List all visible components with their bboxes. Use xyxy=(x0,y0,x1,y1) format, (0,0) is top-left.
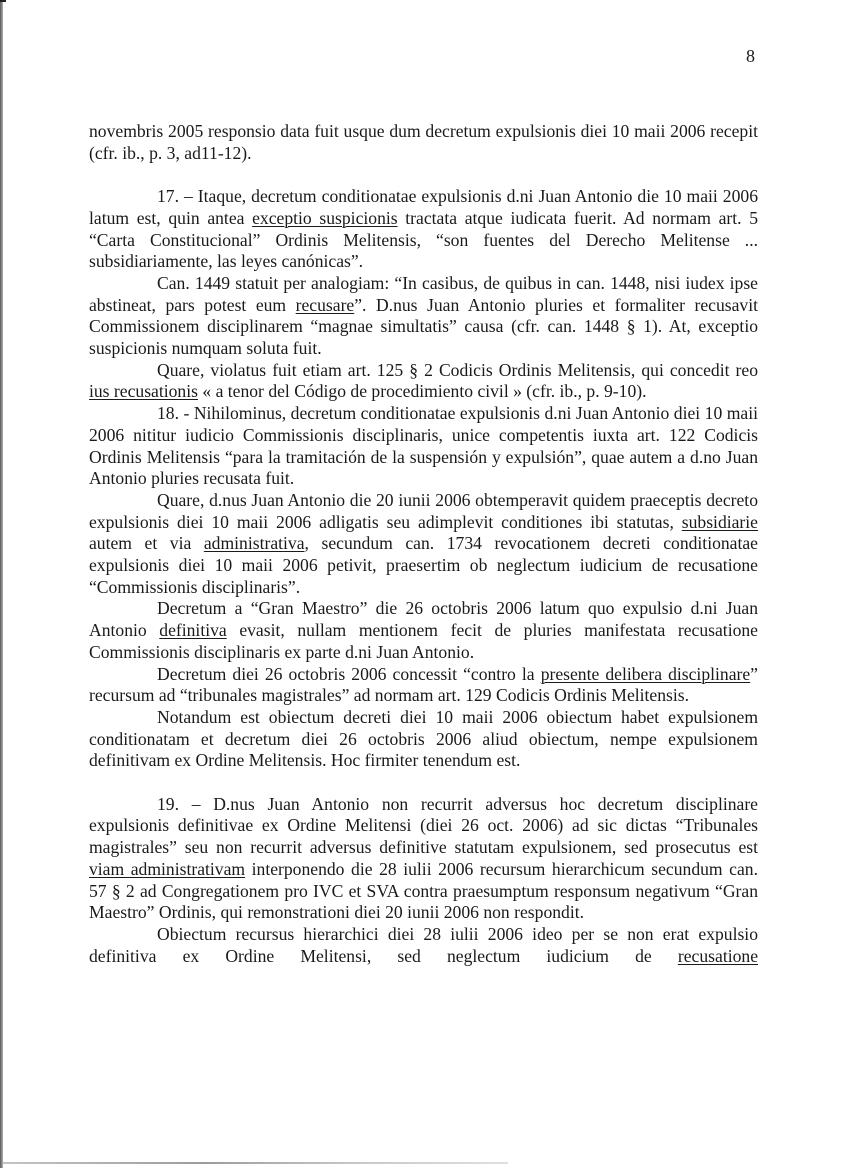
text-run: Decretum diei 26 octobris 2006 concessit “contro la xyxy=(157,663,541,684)
underlined-term: definitiva xyxy=(159,620,227,641)
text-run: Decretum a “Gran Maestro” die 26 octobris 2006 latum quo expulsio d.ni Juan Antonio xyxy=(89,598,758,641)
paragraph-19 xyxy=(89,794,758,924)
paragraph-18-quare xyxy=(89,490,758,599)
text-run: novembris 2005 responsio data fuit usque dum decretum expulsionis diei 10 maii 2006 recepit (cfr. ib., p. 3, ad11-12). xyxy=(89,121,758,163)
text-run: autem et via xyxy=(89,533,204,554)
text-run: , secundum can. 1734 revocationem decreti conditionatae expulsionis diei 10 maii 2006 petivit, praesertim ob neglectum iudicium de recusatione “Commissionis disciplinaris”. xyxy=(89,533,758,597)
text-run: ” recursum ad “tribunales magistrales” ad normam art. 129 Codicis Ordinis Melitensis. xyxy=(89,663,758,706)
underlined-term: subsidiarie xyxy=(681,511,758,532)
paragraph-18-decretum-gran-maestro xyxy=(89,598,758,663)
scan-edge-left xyxy=(0,0,3,1168)
document-body xyxy=(89,121,758,967)
underlined-term: viam administrativam xyxy=(89,858,246,879)
underlined-term: recusatione xyxy=(677,945,758,966)
text-run: interponendo die 28 iulii 2006 recursum hierarchicum secundum can. 57 § 2 ad Congregationem pro IVC et SVA contra praesumptum responsum negativum “Gran Maestro” Ordinis, qui remonstrationi diei 20 iunii 2006 non respondit. xyxy=(89,858,758,923)
text-run: 17. – Itaque, decretum conditionatae expulsionis d.ni Juan Antonio die 10 maii 2006 latum est, quin antea xyxy=(89,186,758,228)
paragraph-intro xyxy=(89,121,758,164)
paragraph-18-notandum xyxy=(89,707,758,772)
text-run: Notandum est obiectum decreti diei 10 maii 2006 obiectum habet expulsionem conditionatam et decretum diei 26 octobris 2006 aliud obiectum, nempe expulsionem definitivam ex Ordine Melitensis. Hoc firmiter tenendum est. xyxy=(89,706,758,771)
underlined-term: ius recusationis xyxy=(89,381,198,402)
text-run: tractata atque iudicata fuerit. Ad normam art. 5 “Carta Constitucional” Ordinis Melitensis, “son fuentes del Derecho Melitense ... subsidiariamente, las leyes canónicas”. xyxy=(89,207,758,272)
paragraph-17-quare xyxy=(89,360,758,403)
text-run: 18. - Nihilominus, decretum conditionatae expulsionis d.ni Juan Antonio diei 10 maii 2006 nititur iudicio Commissionis disciplinaris, unice competentis iuxta art. 122 Codicis Ordinis Melitensis “para la tramitación de la suspensión y expulsión”, quae autem a d.no Juan Antonio pluries recusata fuit. xyxy=(89,403,758,489)
text-run: Quare, violatus fuit etiam art. 125 § 2 Codicis Ordinis Melitensis, qui concedit reo xyxy=(157,359,758,380)
underlined-term: administrativa xyxy=(203,533,305,554)
paragraph-18-decretum-26-oct xyxy=(89,664,758,707)
underlined-term: recusare xyxy=(295,294,355,315)
page-number: 8 xyxy=(746,46,755,66)
underlined-term: presente delibera disciplinare xyxy=(540,663,751,684)
text-run: « a tenor del Código de procedimiento civil » (cfr. ib., p. 9-10). xyxy=(197,381,647,402)
paragraph-17 xyxy=(89,186,758,273)
paragraph-18 xyxy=(89,403,758,490)
text-run: Can. 1449 statuit per analogiam: “In casibus, de quibus in can. 1448, nisi iudex ipse abstineat, pars potest eum xyxy=(89,272,758,315)
scan-edge-top xyxy=(0,0,6,2)
paragraph-17-can-1449 xyxy=(89,273,758,360)
underlined-term: exceptio suspicionis xyxy=(252,207,398,228)
scan-edge-bottom xyxy=(3,1162,508,1164)
text-run: Quare, d.nus Juan Antonio die 20 iunii 2006 obtemperavit quidem praeceptis decreto expulsionis diei 10 maii 2006 adligatis seu adimplevit conditiones ibi statutas, xyxy=(89,489,758,532)
text-run: 19. – D.nus Juan Antonio non recurrit adversus hoc decretum disciplinare expulsionis definitivae ex Ordine Melitensi (diei 26 oct. 2006) ad sic dictas “Tribunales magistrales” seu non recurrit adversus definitive statutam expulsionem, sed prosecutus est xyxy=(89,793,758,858)
text-run: evasit, nullam mentionem fecit de pluries manifestata recusatione Commissionis disciplinaris ex parte d.ni Juan Antonio. xyxy=(89,620,758,662)
text-run: Obiectum recursus hierarchici diei 28 iulii 2006 ideo per se non erat expulsio definitiva ex Ordine Melitensi, sed neglectum iudicium de xyxy=(89,923,758,966)
paragraph-19-obiectum xyxy=(89,924,758,967)
text-run: ”. D.nus Juan Antonio pluries et formaliter recusavit Commissionem disciplinarem “magnae simultatis” causa (cfr. can. 1448 § 1). At, exceptio suspicionis numquam soluta fuit. xyxy=(89,294,758,359)
